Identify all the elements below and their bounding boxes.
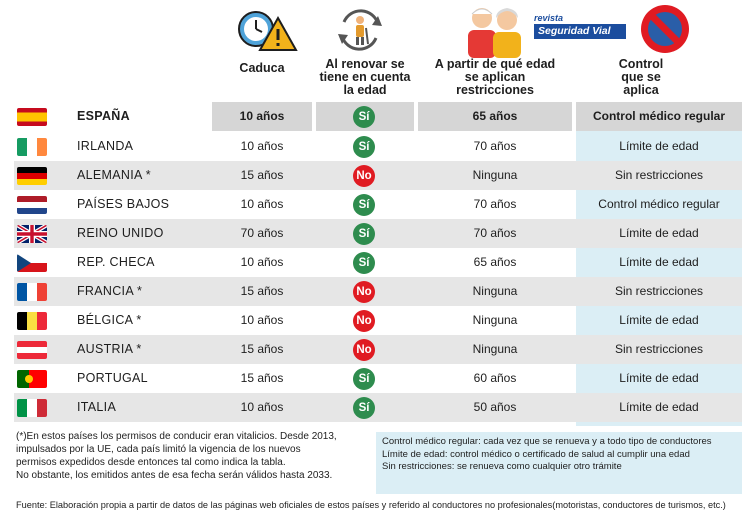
country-name: REP. CHECA	[77, 255, 155, 269]
country-name: PORTUGAL	[77, 371, 148, 385]
control-value: Sin restricciones	[614, 342, 704, 356]
legend-text: se renueva como cualquier otro trámite	[454, 461, 622, 472]
control-value: Sin restricciones	[614, 284, 704, 298]
country-name: IRLANDA	[77, 139, 134, 153]
control-value: Control médico regular	[592, 109, 726, 123]
brand-logo	[534, 14, 626, 39]
table-row	[14, 190, 742, 219]
footnote-line: (*)En estos países los permisos de conducir eran vitalicios. Desde 2013,	[16, 431, 337, 442]
control-value: Límite de edad	[619, 371, 699, 385]
table-row	[14, 161, 742, 190]
yes-badge: Sí	[353, 252, 375, 274]
age-value: 70 años	[473, 197, 517, 211]
country-name: BÉLGICA *	[77, 313, 142, 327]
caduca-value: 10 años	[240, 255, 284, 269]
flag-spain-icon	[17, 108, 47, 126]
caduca-value: 15 años	[240, 168, 284, 182]
country-name: FRANCIA *	[77, 284, 143, 298]
source-text: Fuente: Elaboración propia a partir de datos de las páginas web oficiales de estos países y referido al conductores no profesionales(motoristas, conductores de turismos, etc.)	[16, 500, 726, 510]
no-badge: No	[353, 339, 375, 361]
flag-austria-icon	[17, 341, 47, 359]
age-value: 65 años	[472, 109, 518, 123]
clock-warning-icon	[238, 4, 300, 61]
col-edad-aplican-label	[418, 58, 572, 97]
age-value: 65 años	[473, 255, 517, 269]
col-edad-aplican-line1: A partir de qué edad	[434, 57, 556, 71]
control-value: Límite de edad	[619, 255, 699, 269]
legend-text: control médico o certificado de salud al cumplir una edad	[447, 448, 690, 460]
col-control-line2: que se	[621, 70, 661, 84]
brand-small-text: revista	[534, 13, 564, 23]
country-name: ALEMANIA *	[77, 168, 151, 182]
caduca-value: 10 años	[239, 109, 285, 123]
flag-belgium-icon	[17, 312, 47, 330]
elderly-renewal-icon	[334, 4, 386, 61]
legend-text: cada vez que se renueva y a todo tipo de conductores	[480, 436, 712, 447]
legend-item	[382, 449, 736, 462]
age-value: 70 años	[473, 226, 517, 240]
caduca-value: 10 años	[240, 197, 284, 211]
age-value: 60 años	[473, 371, 517, 385]
col-control-line1: Control	[618, 57, 664, 71]
caduca-value: 15 años	[240, 284, 284, 298]
flag-portugal-icon	[17, 370, 47, 388]
no-badge: No	[353, 310, 375, 332]
flag-czech-icon	[17, 254, 47, 272]
country-name: PAÍSES BAJOS	[77, 197, 170, 211]
table-row	[14, 277, 742, 306]
no-badge: No	[353, 165, 375, 187]
col-edad-renovar-line2: tiene en cuenta	[319, 70, 411, 84]
table-row	[14, 306, 742, 335]
yes-badge: Sí	[353, 223, 375, 245]
no-badge: No	[353, 281, 375, 303]
age-value: Ninguna	[472, 168, 518, 182]
age-value: Ninguna	[472, 313, 518, 327]
yes-badge: Sí	[353, 397, 375, 419]
caduca-value: 70 años	[240, 226, 284, 240]
legend-box	[376, 432, 742, 494]
control-value: Sin restricciones	[614, 168, 704, 182]
table-row	[14, 132, 742, 161]
footnote-line: impulsados por la UE, cada país limitó la vigencia de los nuevos	[16, 444, 301, 455]
control-value: Límite de edad	[619, 226, 699, 240]
country-name: ESPAÑA	[77, 109, 130, 123]
brand-big-text: Seguridad Vial	[534, 24, 626, 39]
country-name: AUSTRIA *	[77, 342, 142, 356]
flag-germany-icon	[17, 167, 47, 185]
caduca-value: 10 años	[240, 313, 284, 327]
col-control-line3: aplica	[623, 83, 659, 97]
control-value: Límite de edad	[619, 400, 699, 414]
table-row	[14, 219, 742, 248]
footnote-line: permisos expedidos desde entonces tal como indica la tabla.	[16, 457, 286, 468]
col-control-label	[596, 58, 686, 97]
legend-key: Límite de edad:	[382, 448, 448, 460]
flag-uk-icon	[17, 225, 47, 243]
caduca-value: 10 años	[240, 139, 284, 153]
col-edad-renovar-label	[316, 58, 414, 97]
col-edad-aplican-line3: restricciones	[456, 83, 534, 97]
legend-item	[382, 436, 736, 449]
age-value: 50 años	[473, 400, 517, 414]
countries-table	[14, 102, 742, 422]
table-row	[14, 102, 742, 131]
footnote	[16, 430, 366, 482]
flag-ireland-icon	[17, 138, 47, 156]
table-row	[14, 393, 742, 422]
control-value: Límite de edad	[619, 313, 699, 327]
country-name: ITALIA	[77, 400, 117, 414]
col-caduca-text: Caduca	[239, 61, 285, 75]
legend-item	[382, 461, 736, 474]
flag-italy-icon	[17, 399, 47, 417]
flag-france-icon	[17, 283, 47, 301]
caduca-value: 15 años	[240, 371, 284, 385]
country-name: REINO UNIDO	[77, 226, 164, 240]
yes-badge: Sí	[353, 368, 375, 390]
flag-netherlands-icon	[17, 196, 47, 214]
no-parking-icon	[638, 2, 692, 61]
legend-key: Sin restricciones:	[382, 461, 455, 472]
col-edad-renovar-line3: la edad	[343, 83, 387, 97]
yes-badge: Sí	[353, 194, 375, 216]
yes-badge: Sí	[353, 136, 375, 158]
caduca-value: 15 años	[240, 342, 284, 356]
caduca-value: 10 años	[240, 400, 284, 414]
age-value: Ninguna	[472, 342, 518, 356]
control-value: Límite de edad	[619, 139, 699, 153]
yes-badge: Sí	[353, 106, 375, 128]
elderly-couple-icon	[462, 4, 528, 63]
table-row	[14, 335, 742, 364]
table-row	[14, 248, 742, 277]
footnote-line: No obstante, los emitidos antes de esa fecha serán válidos hasta 2033.	[16, 470, 333, 481]
age-value: Ninguna	[472, 284, 518, 298]
col-edad-aplican-line2: se aplican	[464, 70, 526, 84]
col-edad-renovar-line1: Al renovar se	[325, 57, 405, 71]
legend-key: Control médico regular:	[382, 436, 481, 447]
age-value: 70 años	[473, 139, 517, 153]
table-row	[14, 364, 742, 393]
col-caduca-label	[212, 62, 312, 75]
control-value: Control médico regular	[598, 197, 720, 211]
